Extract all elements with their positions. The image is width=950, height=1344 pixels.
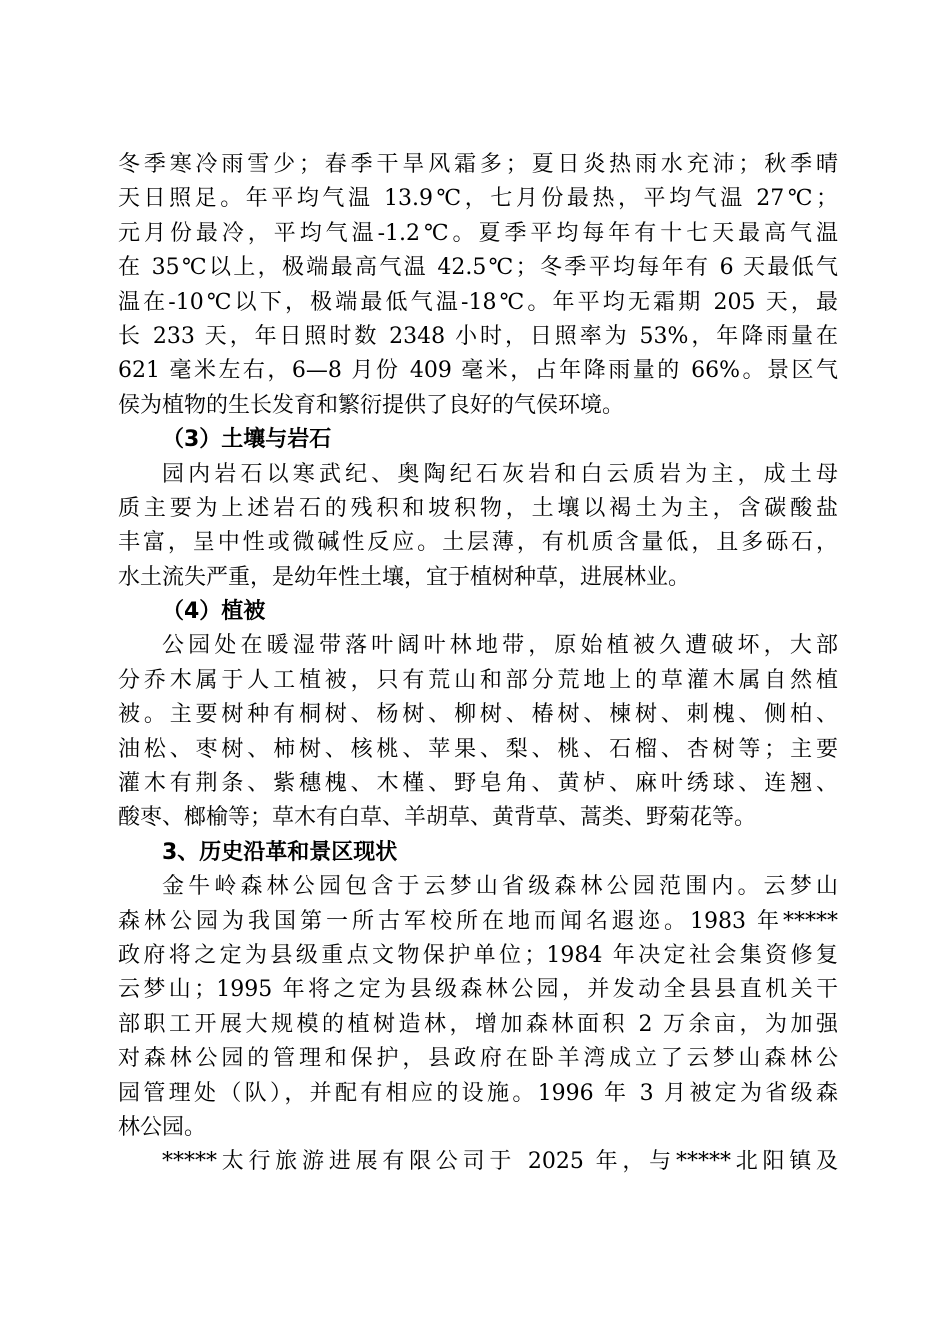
soil-paragraph [118, 458, 838, 596]
text-line: 森林公园为我国第一所古军校所在地而闻名遐迩。1983 年***** [118, 908, 838, 934]
text-line: 公园处在暖湿带落叶阔叶林地带，原始植被久遭破坏，大部 [162, 633, 838, 659]
section-heading-vegetation: （4）植被 [162, 599, 266, 625]
text-line: 云梦山；1995 年将之定为县级森林公园，并发动全县县直机关干 [118, 977, 838, 1003]
text-line: 水土流失严重，是幼年性土壤，宜于植树种草，进展林业。 [118, 564, 691, 590]
text-line: 对森林公园的管理和保护，县政府在卧羊湾成立了云梦山森林公 [118, 1046, 838, 1072]
text-line: 621 毫米左右，6—8 月份 409 毫米，占年降雨量的 66%。景区气 [118, 358, 838, 384]
text-line: 园管理处（队），并配有相应的设施。1996 年 3 月被定为省级森 [118, 1080, 838, 1106]
text-line: 质主要为上述岩石的残积和坡积物，土壤以褐土为主，含碳酸盐 [118, 495, 838, 521]
status-paragraph [118, 1145, 838, 1179]
section-heading-soil: （3）土壤与岩石 [162, 427, 332, 453]
text-line: 政府将之定为县级重点文物保护单位；1984 年决定社会集资修复 [118, 942, 838, 968]
vegetation-paragraph [118, 629, 838, 835]
text-line: 林公园。 [118, 1114, 207, 1140]
text-line: 天日照足。年平均气温 13.9℃，七月份最热，平均气温 27℃； [118, 186, 838, 212]
text-line: 元月份最冷，平均气温-1.2℃。夏季平均每年有十七天最高气温 [118, 220, 838, 246]
text-line: 侯为植物的生长发育和繁衍提供了良好的气侯环境。 [118, 392, 625, 418]
section-heading-history: 3、历史沿革和景区现状 [162, 839, 398, 865]
document-body [118, 148, 838, 1180]
text-line: 在 35℃以上，极端最高气温 42.5℃；冬季平均每年有 6 天最低气 [118, 255, 838, 281]
text-line: 部职工开展大规模的植树造林，增加森林面积 2 万余亩，为加强 [118, 1011, 838, 1037]
history-paragraph [118, 870, 838, 1145]
text-line: 酸枣、榔榆等；草木有白草、羊胡草、黄背草、蒿类、野菊花等。 [118, 805, 757, 831]
text-line: 丰富，呈中性或微碱性反应。土层薄，有机质含量低，且多砾石， [118, 530, 838, 556]
text-line: 冬季寒冷雨雪少；春季干旱风霜多；夏日炎热雨水充沛；秋季晴 [118, 152, 838, 177]
text-line: 被。主要树种有桐树、杨树、柳树、椿树、楝树、刺槐、侧柏、 [118, 702, 838, 728]
climate-paragraph [118, 148, 838, 423]
text-line: *****太行旅游进展有限公司于 2025 年，与*****北阳镇及 [162, 1149, 838, 1175]
text-line: 长 233 天，年日照时数 2348 小时，日照率为 53%，年降雨量在 [118, 323, 838, 349]
text-line: 园内岩石以寒武纪、奥陶纪石灰岩和白云质岩为主，成土母 [162, 461, 838, 487]
text-line: 金牛岭森林公园包含于云梦山省级森林公园范围内。云梦山 [162, 874, 838, 900]
text-line: 分乔木属于人工植被，只有荒山和部分荒地上的草灌木属自然植 [118, 667, 838, 693]
text-line: 灌木有荆条、紫穗槐、木槿、野皂角、黄栌、麻叶绣球、连翘、 [118, 771, 838, 797]
text-line: 油松、枣树、柿树、核桃、苹果、梨、桃、石榴、杏树等；主要 [118, 736, 838, 762]
text-line: 温在-10℃以下，极端最低气温-18℃。年平均无霜期 205 天，最 [118, 289, 838, 315]
